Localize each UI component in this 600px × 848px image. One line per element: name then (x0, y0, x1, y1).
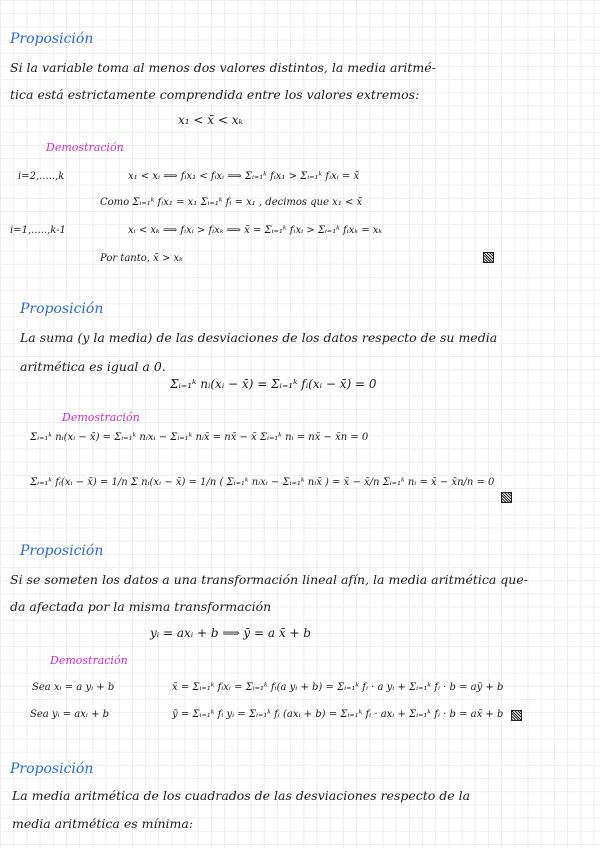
section-1-heading: Proposición (10, 31, 94, 47)
section-1-demo-expr-1: x₁ < xᵢ ⟹ fᵢx₁ < fᵢxᵢ ⟹ Σᵢ₌₁ᵏ fᵢx₁ > Σᵢ₌₁ᵏ fᵢxᵢ = x̄ (128, 171, 360, 182)
section-1-demo-expr-4: Por tanto, x̄ > xₖ (100, 253, 183, 264)
qed-mark-1 (483, 252, 494, 263)
section-1-demo-label-3: i=1,.....,k-1 (10, 225, 66, 236)
section-3-demo-expr-1: x̄ = Σᵢ₌₁ᵏ fᵢxᵢ = Σᵢ₌₁ᵏ fᵢ(a yᵢ + b) = Σᵢ₌₁ᵏ fᵢ · a yᵢ + Σᵢ₌₁ᵏ fᵢ · b = aȳ + b (172, 682, 504, 693)
section-4-line-1: La media aritmética de los cuadrados de las desviaciones respecto de la (12, 788, 471, 803)
qed-mark-3 (511, 710, 522, 721)
section-1-demo-expr-3: xᵢ < xₖ ⟹ fᵢxᵢ > fᵢxₖ ⟹ x̄ = Σᵢ₌₁ᵏ fᵢxᵢ > Σᵢ₌₁ᵏ fᵢxₖ = xₖ (128, 225, 383, 236)
section-4-line-2: media aritmética es mínima: (12, 816, 194, 831)
section-4-heading: Proposición (10, 761, 94, 777)
section-1-line-2: tica está estrictamente comprendida entre los valores extremos: (10, 87, 420, 102)
section-2-heading: Proposición (20, 301, 104, 317)
section-2-line-2: aritmética es igual a 0. (20, 359, 166, 374)
section-2-formula: Σᵢ₌₁ᵏ nᵢ(xᵢ − x̄) = Σᵢ₌₁ᵏ fᵢ(xᵢ − x̄) = 0 (170, 377, 377, 391)
section-1-demo-heading: Demostración (46, 141, 124, 154)
section-1-formula: x₁ < x̄ < xₖ (178, 113, 243, 127)
section-2-line-1: La suma (y la media) de las desviaciones de los datos respecto de su media (20, 330, 498, 345)
section-1-demo-expr-2: Como Σᵢ₌₁ᵏ fᵢx₁ = x₁ Σᵢ₌₁ᵏ fᵢ = x₁ , decimos que x₁ < x̄ (100, 197, 363, 208)
section-3-line-2: da afectada por la misma transformación (10, 599, 272, 614)
section-2-demo-heading: Demostración (62, 411, 140, 424)
qed-mark-2 (501, 492, 512, 503)
section-3-heading: Proposición (20, 543, 104, 559)
section-3-line-1: Si se someten los datos a una transformación lineal afín, la media aritmética que- (10, 572, 528, 587)
section-3-demo-heading: Demostración (50, 654, 128, 667)
section-2-demo-expr-1: Σᵢ₌₁ᵏ nᵢ(xᵢ − x̄) = Σᵢ₌₁ᵏ nᵢxᵢ − Σᵢ₌₁ᵏ nᵢx̄ = nx̄ − x̄ Σᵢ₌₁ᵏ nᵢ = nx̄ − x̄n = 0 (30, 432, 369, 443)
section-3-demo-label-2: Sea yᵢ = axᵢ + b (30, 709, 110, 720)
section-2-demo-expr-2: Σᵢ₌₁ᵏ fᵢ(xᵢ − x̄) = 1/n Σ nᵢ(xᵢ − x̄) = 1/n ( Σᵢ₌₁ᵏ nᵢxᵢ − Σᵢ₌₁ᵏ nᵢx̄ ) = x̄ − x̄/n Σᵢ₌₁ᵏ nᵢ = x̄ − x̄n/n = 0 (30, 477, 495, 488)
section-3-demo-label-1: Sea xᵢ = a yᵢ + b (32, 682, 115, 693)
section-3-formula: yᵢ = axᵢ + b ⟹ ȳ = a x̄ + b (150, 626, 311, 640)
section-3-demo-expr-2: ȳ = Σᵢ₌₁ᵏ fᵢ yᵢ = Σᵢ₌₁ᵏ fᵢ (axᵢ + b) = Σᵢ₌₁ᵏ fᵢ · axᵢ + Σᵢ₌₁ᵏ fᵢ · b = ax̄ + b (172, 709, 504, 720)
section-1-demo-label-1: i=2,.....,k (18, 171, 65, 182)
section-1-line-1: Si la variable toma al menos dos valores distintos, la media aritmé- (10, 60, 436, 75)
